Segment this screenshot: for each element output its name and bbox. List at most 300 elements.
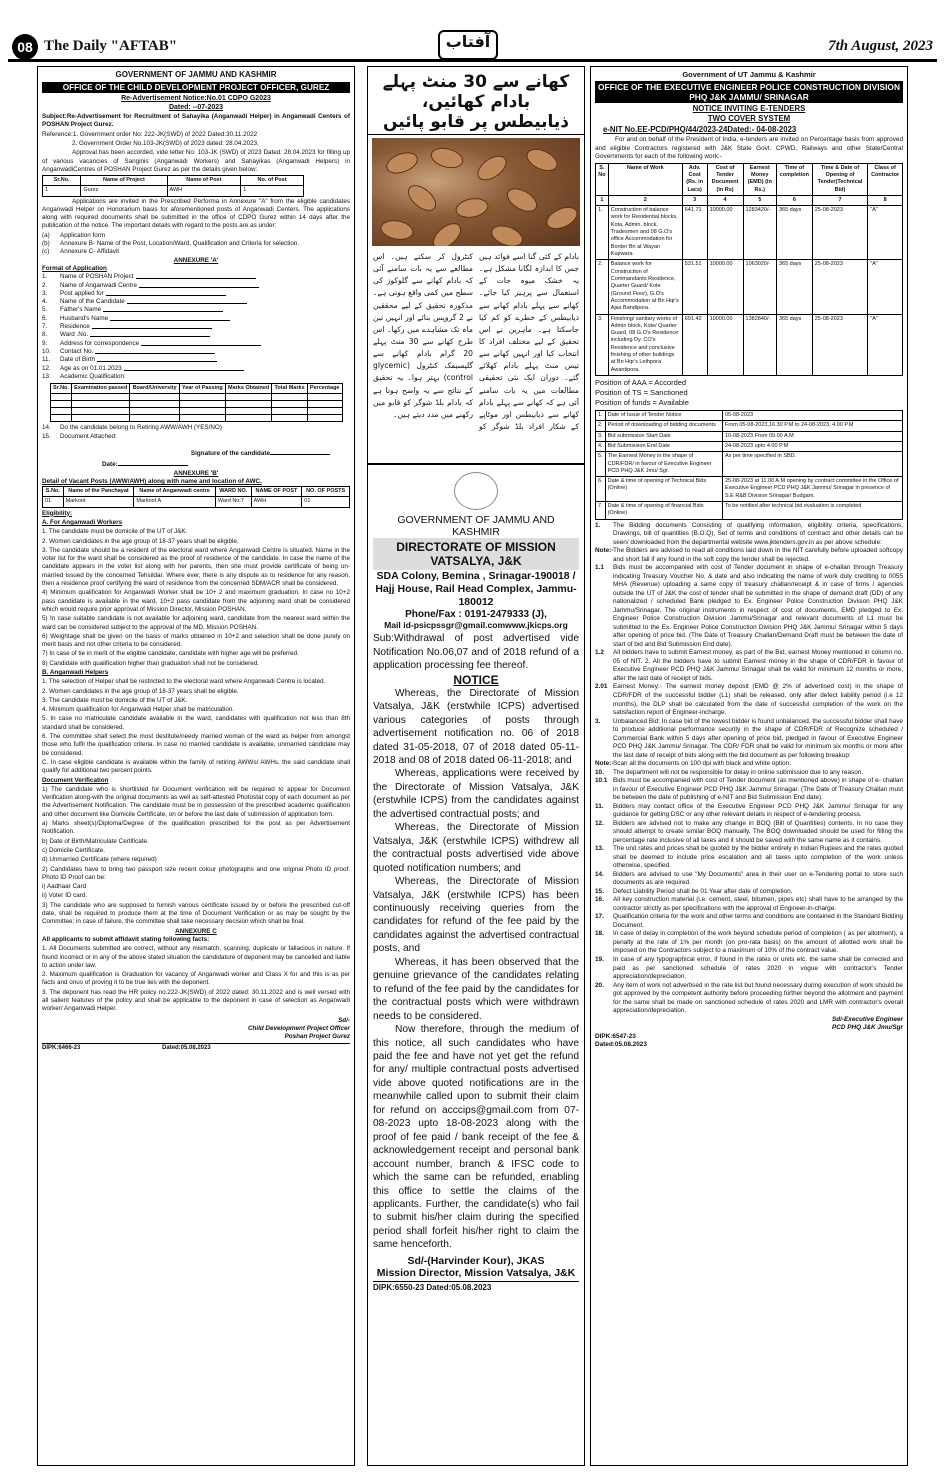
condition-text: In case of delay in completion of the work beyond schedule period of completion ( as per allotment), a penalty at the rate of 1% per month (on pro-rata basis) on the amount of allotted work shall be imposed on the Contractors subject to a maximum of 10% of the contract value. (613, 930, 903, 955)
tender-cell: 641.71 (682, 206, 707, 260)
condition-text: In case of any typographical error, if found in the rates or units etc. the same shall be corrected and paid as per sanctioned schedule of rates 2020 in vogue with contractor's Tender appreciation/depreciation. (613, 955, 903, 981)
list-text: Annexure B- Name of the Post, Location/Ward, Qualification and Criteria for selection. (60, 240, 300, 248)
condition-item (595, 803, 903, 820)
document-verification-title: Document Verification (42, 776, 109, 784)
condition-item (595, 871, 903, 888)
schedule-cell: 24-08-2023 upto 4.00 P.M (722, 441, 902, 451)
verification-item: 3) The candidate who are supposed to furnish various certificate issued by or before the prescribed cut-off date, shall be required to produce them at the time of Document Verification or as may be sought by the Committee; in case of failure, the committee shall take necessary decision which shall be final. (42, 901, 350, 926)
tender-cell: 10000.00 (707, 260, 743, 314)
aftab-logo: آفتاب (438, 30, 498, 60)
tender-header-cell: Time & Date of Opening of Tender(Technical Bid) (812, 163, 868, 195)
schedule-cell: 5. (596, 452, 606, 477)
govt-title: Government of UT Jammu & Kashmir (682, 70, 816, 79)
annexure-c-title: ANNEXURE C (175, 927, 217, 935)
tender-cell: 1382840/- (743, 314, 776, 376)
cover-system: TWO COVER SYSTEM (707, 114, 791, 124)
vacancy-table (42, 175, 304, 197)
tender-index-cell: 5 (743, 195, 776, 205)
field-blank (136, 273, 256, 279)
field-number: 1. (42, 273, 48, 281)
field-number: 2. (42, 281, 48, 289)
field-blank (110, 315, 230, 321)
field-blank (127, 298, 247, 304)
field-number: 13. (42, 372, 51, 380)
condition-text: Scan all the documents on 100 dpi with black and white option. (613, 760, 791, 768)
awc-cell: AWH (251, 497, 302, 507)
tender-cell: 365 days (776, 260, 812, 314)
page-number: 08 (12, 34, 38, 60)
verification-item: ii) Voter ID card. (42, 892, 88, 900)
application-field (42, 356, 350, 364)
schedule-row (596, 431, 903, 441)
tender-cell: "A" (868, 260, 903, 314)
notice-paragraph: Whereas, the Directorate of Mission Vatsalya, J&K (erstwhile ICPS) has been continuously receiving queries from the candidates for refund of the fee paid by the candidates against the advertised contractual posts, and (373, 876, 579, 955)
application-field (42, 340, 350, 348)
qualification-header-cell: Total Marks (272, 384, 307, 394)
tender-header-cell: Earnest Money (EMD) (in Rs.) (743, 163, 776, 195)
awc-header-cell: Name of the Panchayat (63, 487, 134, 497)
almonds-photo (372, 138, 580, 246)
schedule-row (596, 502, 903, 520)
tender-cell: Finishing/ sanitary works of Admin block, Kote/ Quarter Guard, 08 G.O's Residence including Dy. CO's Residence and conclusive finishing of other buildings at Bn Hqr's Lethpora Awantipora. (608, 314, 682, 376)
notice-title: NOTICE INVITING E-TENDERS (692, 103, 806, 113)
notice-paragraph: Now therefore, through the medium of this notice, all such candidates who have paid the fee and have not yet get the refund for any/ multiple contractual posts advertised vide above quoted notifications are in the meanwhile called upon to submit their claim for refund on acccips@gmail.com from 07-08-2023 upto 18-08-2023 along with the proof of fee paid / bank receipt of the fee & acknowledgement receipt and personal bank account number, branch & IFSC code to which the same can be refunded, enabling this office to settle the claims of the applicants. Further, the candidate(s) who fail to submit his/her claim during the specified period shall forfeit his/her right to claim the same henceforth. (373, 1024, 579, 1251)
field-number: 9. (42, 339, 48, 347)
application-field (42, 282, 350, 290)
application-list (42, 232, 350, 257)
field-blank (106, 290, 226, 296)
field-label: Father's Name (60, 306, 102, 314)
eligibility-item: 2. Women candidates in the age group of 18-37 years shall be eligible. (42, 687, 239, 695)
tender-cell: 531.51 (682, 260, 707, 314)
verification-item: c) Domicile Certificate. (42, 846, 105, 854)
list-text: Annexure C- Affidavit (60, 248, 120, 256)
condition-item (595, 760, 903, 769)
condition-number: 10. (595, 768, 604, 776)
eligibility-item: 5. In case no matriculate candidate available in the ward, candidates with qualification not less than 8th standard shall be considered. (42, 715, 350, 731)
condition-number: 3. (595, 717, 601, 725)
position-ts: Position of TS = Sanctioned (595, 388, 688, 397)
application-paragraph: Applications are invited in the Prescribed Performa in Annexure "A" from the eligible candidates Anganwadi Helper on Honorarium basis for aforementioned posts of Anganwadi Centers. The applications along with required documents shall be submitted in the office of CDPO Gurez within 14 days after the publication of the notice. The important details with regard to the posts are as under: (42, 197, 350, 230)
urdu-headline: کھانے سے 30 منٹ پہلے بادام کھائیں، ذیابیطس پر قابو پائیں (368, 67, 584, 135)
tender-index-cell: 4 (707, 195, 743, 205)
schedule-cell: 10-08-2023 From 09.00 A.M (722, 431, 902, 441)
condition-item (595, 913, 903, 930)
eligibility-item: 3. The candidate must be domicile of the UT of J&K. (42, 696, 188, 704)
schedule-cell: To be notified after technical bid evaluation is completed (722, 502, 902, 520)
field-label: Address for correspondence (60, 339, 140, 347)
qualification-header-cell: Board/University (130, 384, 179, 394)
office-title: OFFICE OF THE CHILD DEVELOPMENT PROJECT OFFICER, GUREZ (42, 82, 350, 93)
awc-title: Detail of Vacant Posts (AWW/AWH) along with name and location of AWC. (42, 477, 262, 485)
tender-header-cell: Name of Work (608, 163, 682, 195)
mission-vatsalya-notice (368, 463, 584, 1295)
list-marker: (a) (42, 231, 50, 239)
schedule-cell: 6. (596, 477, 606, 502)
schedule-row (596, 421, 903, 431)
dipk-date: Dated:05.08.2023 (595, 1041, 647, 1049)
tender-cell: 1283420/- (743, 206, 776, 260)
schedule-row (596, 410, 903, 420)
eligibility-list (42, 519, 350, 776)
tender-cell: "A" (868, 206, 903, 260)
police-construction-tender (590, 66, 908, 1466)
signatory-1: Child Development Project Officer (247, 1024, 350, 1032)
govt-title: GOVERNMENT OF JAMMU AND KASHMIR (115, 70, 277, 79)
notice-paragraph: Whereas, the Directorate of Mission Vatsalya, J&K (erstwhile ICPS) advertised various categories of posts through advertisement notification no. 06 of 2018 dated 31-05-2018, 07 of 2018 dated 05-11-2018 and 08 of 2018 dated 06-11-2018; and (373, 687, 579, 766)
field-14: 14. Do the candidate belong to Retiring AWW/AWH (YES/NO) (42, 424, 222, 432)
notice-paragraph: Whereas, applications were received by the Directorate of Mission Vatsalya, J&K (erstwhile ICPS) from the candidates against the advertised contractual posts; and (373, 768, 579, 820)
tender-index-cell: 7 (812, 195, 868, 205)
application-field (42, 348, 350, 356)
eligibility-item: 1. The candidate must be domicile of the UT of J&K. (42, 528, 188, 536)
condition-text: Any item of work not advertised in the rate list but found necessary during execution of work should be got approved by the competent authority before proceeding further beyond the allotment and payment for the same shall be made on sanctioned schedule of rates 2020 and LMR with contractor's overall appreciation/depreciation. (613, 981, 903, 1015)
candidate-date: Date: (102, 460, 350, 469)
condition-item (595, 683, 903, 717)
application-field (42, 315, 350, 323)
position-aaa: Position of AAA = Accorded (595, 378, 687, 388)
condition-number: 1. (595, 521, 601, 529)
awc-header-cell: S.No. (43, 487, 64, 497)
field-number: 5. (42, 306, 48, 314)
qualification-header-cell: Marks Obtained (225, 384, 271, 394)
tender-row (596, 206, 903, 260)
tender-cell: 2. (596, 260, 609, 314)
govt-line-2: KASHMIR (452, 526, 500, 538)
signatory-name: Sd/-(Harvinder Kour), JKAS (407, 1254, 545, 1267)
condition-item (595, 522, 903, 548)
condition-text: Bids must be accompanied with cost of Tender document in shape of e-challan through Treasury indicating Treasury Voucher No. & date and also indicating the name of work duly crediting to 0055 MHA (Revenue) uploading a same copy of treasury challan/receipt & in case of firms / agencies outside the UT of J&K the cost of tender shall be submitted in the shape of demand draft (DD) of any nationalized / scheduled Bank pledged to Ex. Engineer Police Construction Division PHQ J&K Jammu/Srinagar. The original instruments in respect of cost of documents, EMD pledged to Ex. Engineer Police Construction Division Jammu/Srinagar and relevant documents of L1 must be submitted to the Ex. Engineer Police Construction Division PHQ J&K Jammu/ Srinagar within 5 days after opening of price bid. (The Date of Treasury Challan/Demand Draft must be between the date of start of bid and Bid Submission End date). (613, 564, 903, 648)
condition-text: Earnest Money:- The earnest money deposit (EMD @ 2% of advertised cost) in the shape of CDR/FDR of the successful bidder (L1) shall be released, only after defect liability period (i.e 12 months), the DLP shall be calculated from the date of successful completion of the work on the satisfaction report of Engineer-incharge. (613, 683, 903, 717)
list-marker: (c) (42, 248, 50, 256)
awc-cell: Markoot A (134, 497, 215, 507)
reference-3: Approval has been accorded, vide letter No: 103-JK (SWD) of 2023 Dated: 28.04.2023 for filling up of various vacancies of Sanginis (Anganwadi Workers) and Sahayikas (Anganwadi Helpers) in AnganwadiCentres of POSHAN Project Gurez as per the details given below: (42, 149, 350, 173)
verification-item: i) Aadhaar Card (42, 883, 87, 891)
schedule-table (595, 410, 903, 520)
document-verification-list (42, 786, 350, 927)
tender-header-cell: Class of Contractor (868, 163, 903, 195)
tender-header-cell: Adv. Cost (Rs. in Lacs) (682, 163, 707, 195)
vacancy-header-cell: Name of Post (167, 176, 241, 186)
condition-item (595, 718, 903, 761)
tender-index-cell: 3 (682, 195, 707, 205)
vacancy-cell: 1 (241, 186, 304, 196)
schedule-row (596, 441, 903, 451)
tender-row (596, 314, 903, 376)
qualification-header-cell: Examination passed (72, 384, 130, 394)
condition-text: Unbalanced Bid: In case bid of the lowest bidder is found unbalanced, the successful bidder shall have to produce additional performance security in the shape of CDR/FDR of Recognize scheduled / Commercial Bank within 5 days after opening of price bid, pledged in favour of Executive Engineer PCD PHQ J&K Jammu/ Srinagar. The CDR/ FDR shall be valid for minimum six months or more after the last date of receipt of bids along with the bid document as per following breakup: (613, 717, 903, 759)
condition-text: All key construction material (i.e. cement, steel, bitumen, pipes etc) shall have to be arranged by the contractor strictly as per specifications with the approval of Engineer-in-charge. (613, 896, 903, 912)
vacancy-header-cell: Sr.No. (43, 176, 81, 186)
tender-header-cell: Cost of Tender Document (in Rs) (707, 163, 743, 195)
list-marker: (b) (42, 240, 50, 248)
list-item (42, 232, 350, 240)
condition-number: 11. (595, 802, 604, 810)
directorate-title: DIRECTORATE OF MISSION VATSALYA, J&K (373, 538, 579, 570)
vacancy-header-cell: No. of Post (241, 176, 304, 186)
tender-index-cell: 2 (608, 195, 682, 205)
schedule-row (596, 477, 903, 502)
field-blank (92, 323, 212, 329)
list-item (42, 248, 350, 256)
signatory-title: Mission Director, Mission Vatsalya, J&K (376, 1266, 576, 1279)
schedule-cell: 4. (596, 441, 606, 451)
field-number: 4. (42, 298, 48, 306)
tender-cell: 3. (596, 314, 609, 376)
field-label: Name of Anganwadi Centre (60, 281, 138, 289)
schedule-cell: 2. (596, 421, 606, 431)
vacancy-cell: AWH (167, 186, 241, 196)
affidavit-item: 2. Maximum qualification is Graduation for vacancy of Anganwadi worker and Class X for and this is as per facts and onus of proving it to be true lies with the deponent. (42, 971, 350, 987)
verification-item: a) Marks sheet(s)/Diploma/Degree of the qualification prescribed for the post as per Advertisement Notification. (42, 820, 350, 836)
field-number: 10. (42, 347, 51, 355)
condition-number: 19. (595, 955, 604, 963)
condition-item (595, 564, 903, 649)
schedule-cell: 05-08-2023 (722, 410, 902, 420)
application-field (42, 331, 350, 339)
tender-cell: 691.42 (682, 314, 707, 376)
schedule-cell: Date of Issue of Tender Notice (605, 410, 722, 420)
notice-number: Re-Advertisement Notice:No.01 CDPO G2023 (121, 94, 271, 102)
application-field (42, 365, 350, 373)
condition-text: Defect Liability Period shall be 01 Year after date of completion. (613, 887, 793, 895)
field-label: Contact No. (60, 347, 94, 355)
dipk-line: DIPK:6466-23 Dated:05.08.2023 (42, 1043, 350, 1053)
emblem-icon (454, 472, 498, 510)
qualification-table (50, 383, 343, 422)
reference-2: 2. Government Order No.103-JK(SWD) of 2023 dated: 28.04.2023. (72, 139, 259, 147)
eligibility-item: 5) In case suitable candidate is not available for adjoining ward, candidate from the nearest ward within the ward can be considered subject to the approval of the MD, Mission POSHAN. (42, 615, 350, 631)
affidavit-item: 1. All Documents submitted are correct, without any mismatch, scanning, duplicate or fallacious in nature. If found incorrect or in any of the above stated situation the candidature of deponent may be cancelled and liable to action under law. (42, 945, 350, 969)
schedule-cell: As per time specified in SBD. (722, 452, 902, 477)
awc-header-cell: Name of Anganwadi centre (134, 487, 215, 497)
verification-item: 2) Candidates have to bring two passport size recent colour photographs and one original Photo ID proof. Photo ID Proof can be: (42, 865, 350, 881)
reference-1: Reference:1. Government order No: 222-JK(SWD) of 2022 Dated:30.11.2022 (42, 130, 258, 138)
field-blank (139, 282, 259, 288)
affidavit-title: All applicants to submit affidavit stating following facts: (42, 935, 210, 943)
condition-item (595, 547, 903, 564)
tender-cell: "A" (868, 314, 903, 376)
field-number: 11. (42, 356, 51, 364)
condition-item (595, 982, 903, 1016)
govt-line-1: GOVERNMENT OF JAMMU AND (397, 514, 555, 526)
eligibility-item: 8) Candidate with qualification higher than graduation shall not be considered. (42, 659, 260, 667)
vacancy-cell: Gurez (81, 186, 167, 196)
eligibility-item: 7) In case of tie in merit of the eligible candidate, candidate with higher age will be preferred. (42, 650, 299, 658)
application-field (42, 323, 350, 331)
tender-cell: 365 days (776, 206, 812, 260)
condition-text: The department will not be responsible for delay in online submission due to any reason. (613, 768, 864, 776)
office-title: OFFICE OF THE EXECUTIVE ENGINEER POLICE CONSTRUCTION DIVISION PHQ J&K JAMMU/ SRINAGAR (595, 81, 903, 103)
field-number: 6. (42, 314, 48, 322)
field-blank (97, 356, 217, 362)
schedule-cell: The Earnest Money in the shape of CDR/FDR/ in favour of Executive Engineer PCD PHQ J&K Jmu/ Sgr. (605, 452, 722, 477)
field-label: Age as on 01.01.2023 (60, 364, 122, 372)
field-label: Ward .No. (60, 331, 89, 339)
list-text: Application form (60, 231, 106, 239)
eligibility-item: 6) Weightage shall be given on the basis of marks obtained in 10+2 and selection shall be done purely on merit basis and not other criteria to be considered. (42, 632, 350, 649)
tender-header-cell: Time of completion (776, 163, 812, 195)
affidavit-item: 3. The deponent has read the HR policy no.222-JK(SWD) of 2022 dated: 30.11.2022 and is well versed with all salient features of the policy and shall be applicable to the deponent in case of selection as Anganwadi worker/ Anganwadi Helper. (42, 988, 350, 1013)
eligibility-item: 4) Minimum qualification for Anganwadi Worker shall be 10+ 2 and maximum graduation. In case no 10+2 pass candidate is available in the ward, 10+2 pass candidate from the adjoining ward shall be considered which would require prior approval of Mission Director, Mission POSHAN. (42, 589, 350, 613)
schedule-cell: Date & time of opening of financial Bids (Online) (605, 502, 722, 520)
condition-number: Note:- (595, 547, 614, 555)
field-number: 7. (42, 323, 48, 331)
eligibility-item: A. For Anganwadi Workers (42, 518, 123, 526)
tender-table (595, 163, 903, 376)
eligibility-item: 3. The candidate should be a resident of the electoral ward where Anganwadi Centre is situated. Name in the voter list for the ward shall be considered as the proof of residence of the candidate. In case the name of the candidate appears in the voter list along with her parents, then she must provide certificate of being un-married issued by the concerned Tehsildar. Where ever, there is any dispute as to residence for any reason, then a residence proof certifying the ward of residence from the concerned SDM/ACR shall be considered. (42, 546, 350, 588)
condition-number: 16. (595, 896, 604, 904)
notice-dated: Dated: --07-2023 (168, 103, 224, 111)
middle-column (367, 66, 585, 1466)
annexure-b-title: ANNEXURE 'B' (173, 469, 219, 477)
tender-cell: 10000.00 (707, 314, 743, 376)
tender-cell: 25-08-2023 (812, 206, 868, 260)
schedule-cell: Bid submission Start Date (605, 431, 722, 441)
eligibility-item: 1. The selection of Helper shall be restricted to the electoral ward where Anganwadi Centre is located. (42, 678, 326, 686)
application-field (42, 373, 350, 381)
paper-name: The Daily "AFTAB" (44, 38, 178, 54)
notice-paragraph: Whereas, it has been observed that the genuine grievance of the candidates relating to refund of the fee paid by the candidates for the contractual posts which were withdrawn needs to be considered. (373, 956, 579, 1022)
mail: Mail id-psicpssgr@gmail.comwww.jkicps.org (384, 620, 568, 631)
condition-item (595, 769, 903, 778)
field-blank (90, 331, 210, 337)
tender-row (596, 260, 903, 314)
awc-cell: 01 (302, 497, 350, 507)
condition-text: Bidders may contact office of the Executive Engineer PCD PHQ J&K Jammu/ Srinagar for any guidance for getting DSC or any other relevant details in respect of e-tendering process. (613, 802, 903, 819)
field-label: Date of Birth (60, 356, 95, 364)
condition-number: 12. (595, 819, 604, 827)
field-label: Name of POSHAN Project (60, 273, 134, 281)
eligibility-item: 6. The committee shall select the most destitute/needy married woman of the ward as helper from amongst those who fulfil the qualification criteria. In case no married candidate is available, unmarried candidate may be considered. (42, 733, 350, 757)
signatory-2: Poshan Project Gurez (284, 1033, 350, 1041)
tender-header-cell: S. No (596, 163, 609, 195)
verification-item: 1) The candidate who is shortlisted for Document verification will be required to appear for Document Verification along-with the original documents as well as self-attested Photostat copy of each document as per the Advertisement Notification. The candidate must be in possession of the prescribed academic qualification and other document like Domicile Certificate, on or before the last date of submission of application form. (42, 785, 350, 818)
tender-index-cell: 8 (868, 195, 903, 205)
phone: Phone/Fax : 0191-2479333 (J), (405, 609, 547, 621)
position-funds: Position of funds = Available (595, 397, 689, 407)
field-blank (95, 348, 215, 354)
condition-item (595, 649, 903, 683)
condition-item (595, 888, 903, 897)
annexure-a-title: ANNEXURE 'A' (173, 256, 219, 264)
dipk-number: DIPK:6547-23 (595, 1032, 636, 1040)
condition-number: 1.1 (595, 564, 604, 572)
vacancy-cell: 1 (43, 186, 81, 196)
field-number: 12. (42, 364, 51, 372)
awc-cell: 01 (43, 497, 64, 507)
condition-item (595, 930, 903, 956)
field-label: Residence (60, 323, 90, 331)
sd: Sd/- (338, 1016, 350, 1024)
condition-number: 13. (595, 845, 604, 853)
application-field (42, 306, 350, 314)
condition-text: The Bidding documents Consisting of qualifying information, eligibility criteria, specifications, Drawings, bill of quantities (B.O.Q), Set of terms and conditions of contract and other details can be seen/ downloaded from the departmental website www.jktenders.gov.in as per above schedule: (613, 521, 903, 546)
condition-number: 14. (595, 870, 604, 878)
format-title: Format of Application (42, 264, 107, 272)
address: SDA Colony, Bemina , Srinagar-190018 / Hajj House, Rail Head Complex, Jammu-180012 (375, 570, 577, 609)
awc-header-cell: NO. OF POSTS (302, 487, 350, 497)
field-15: 15. Document Attached: (42, 432, 117, 440)
condition-text: Bids must be accompanied with cost of Tender document (as mentioned above) in shape of e- challan in favour of Executive Engineer PCD PHQ J&K Jammu/ Srinagar. (The Date of Treasury Challan must be between the date of publishing of e-NIT and Bid Submission End date). (613, 777, 903, 802)
tender-cell: 25-08-2023 (812, 260, 868, 314)
condition-number: 17. (595, 913, 604, 921)
tender-cell: 1063020/- (743, 260, 776, 314)
schedule-cell: Date & time of opening of Technical Bids (Online) (605, 477, 722, 502)
field-blank (124, 365, 244, 371)
schedule-cell: 3. (596, 431, 606, 441)
awc-table (42, 486, 350, 508)
awc-header-cell: WARD NO. (215, 487, 251, 497)
masthead (8, 34, 937, 62)
field-label: Name of the Candidate (60, 298, 125, 306)
qualification-header-cell: Year of Passing (179, 384, 225, 394)
condition-number: 2.01 (595, 683, 608, 691)
affidavit-list (42, 945, 350, 1013)
eligibility-item: C. In case eligible candidate is available within the family of retiring AWWs/ AWHs, the said candidate shall qualify for additional two percent points. (42, 758, 350, 775)
verification-item: d) Unmarried Certificate (where required) (42, 856, 157, 864)
field-label: Academic Qualification: (60, 372, 126, 380)
application-field (42, 290, 350, 298)
dipk-line: DIPK:6550-23 Dated:05.08.2023 (373, 1281, 579, 1292)
notice-paragraph: Whereas, the Directorate of Mission Vatsalya, J&K (erstwhile ICPS) withdrew all the contractual posts advertised vide above quoted notification numbers; and (373, 822, 579, 874)
condition-number: 20. (595, 981, 604, 989)
condition-number: 1.2 (595, 649, 604, 657)
signatory-1: Sd/-Executive Engineer (831, 1015, 903, 1023)
tender-cell: Balance work for Construction of Commandants Residence, Quarter Guard/ Kote (Ground Floor), G.O's Accommodation at Bn Hqr's Ajas Bandipora. (608, 260, 682, 314)
schedule-cell: 25-08-2023 at 11.00 A.M opening by contract committee in the Office of Executive Engineer PCD PHQ J&K Jammu/ Srinagar in presence of S.E R&B Division Srinagar/ Budgam. (722, 477, 902, 502)
schedule-cell: Bid Submission End Date (605, 441, 722, 451)
candidate-signature: Signature of the candidate (62, 449, 330, 458)
condition-item (595, 956, 903, 982)
qualification-header-cell: Sr.No. (51, 384, 72, 394)
condition-text: All bidders have to submit Earnest money, as part of the Bid, earnest Money mentioned in column no. 05 of NIT. 2. All the bidders have to submit Earnest money in the shape of CDR/FDR in favour of Executive Engineer PCD PHQ J&K Jammu/ Srinagar shall be valid for minimum 12 months or more, after the last date of receipt of bids. (613, 649, 903, 682)
eligibility-item: 4. Minimum qualification for Anganwadi Helper shall be matriculation. (42, 706, 235, 714)
schedule-cell: From 05-08-2023,16.30 P.M to 24-08-2023, 4.00 P.M (722, 421, 902, 431)
condition-number: 10.1 (595, 777, 608, 785)
eligibility-item: 2. Women candidates in the age group of 18-37 years shall be eligible. (42, 537, 239, 545)
subject: Sub:Withdrawal of post advertised vide Notification No.06,07 and of 2018 refund of a application processing fee thereof. (373, 633, 579, 672)
tender-cell: 1. (596, 206, 609, 260)
application-field (42, 273, 350, 281)
eligibility-item: B. Anganwadi Helpers (42, 669, 109, 676)
intro: For and on behalf of the President of India, e-tenders are invited on Percentage basis from approved and eligible Contractors registered with J&K State Govt. CPWD, Railways and other State/Central Governments for each of the following work:- (595, 136, 903, 161)
notice-heading: NOTICE (453, 672, 499, 687)
tender-cell: 10000.00 (707, 206, 743, 260)
field-blank (103, 306, 223, 312)
field-number: 3. (42, 289, 48, 297)
eligibility-title: Eligibility: (42, 509, 73, 517)
tender-cell: Construction of balance work for Residential blocks, Kota, Admin. block, Tradesmen and 08 G.O's office Accommodation for Border Bn at Wayan Kupwara (608, 206, 682, 260)
condition-text: The unit rates and prices shall be quoted by the bidder entirely in Indian Rupees and the rates quoted shall be deemed to include price escalation and all taxes upto completion of the work unless otherwise, specified. (613, 845, 903, 870)
cdpo-gurez-notice (37, 66, 355, 1466)
application-fields (42, 273, 350, 381)
tender-index-cell: 6 (776, 195, 812, 205)
notice-body (373, 687, 579, 1252)
nit-number: e-NIT No.EE-PCD/PHQ/44/2023-24Dated:- 04-08-2023 (603, 124, 797, 134)
condition-text: Qualification criteria for the work and other terms and conditions are contained in the Standard Bidding Document. (613, 913, 903, 929)
field-label: Husband's Name (60, 314, 109, 322)
condition-item (595, 820, 903, 846)
field-number: 8. (42, 331, 48, 339)
condition-number: 15. (595, 887, 604, 895)
condition-number: 18. (595, 930, 604, 938)
qualification-header-cell: Percentage (307, 384, 342, 394)
awc-cell: Markoot (63, 497, 134, 507)
schedule-cell: 1. (596, 410, 606, 420)
application-field (42, 298, 350, 306)
schedule-cell: Period of downloading of bidding documents (605, 421, 722, 431)
